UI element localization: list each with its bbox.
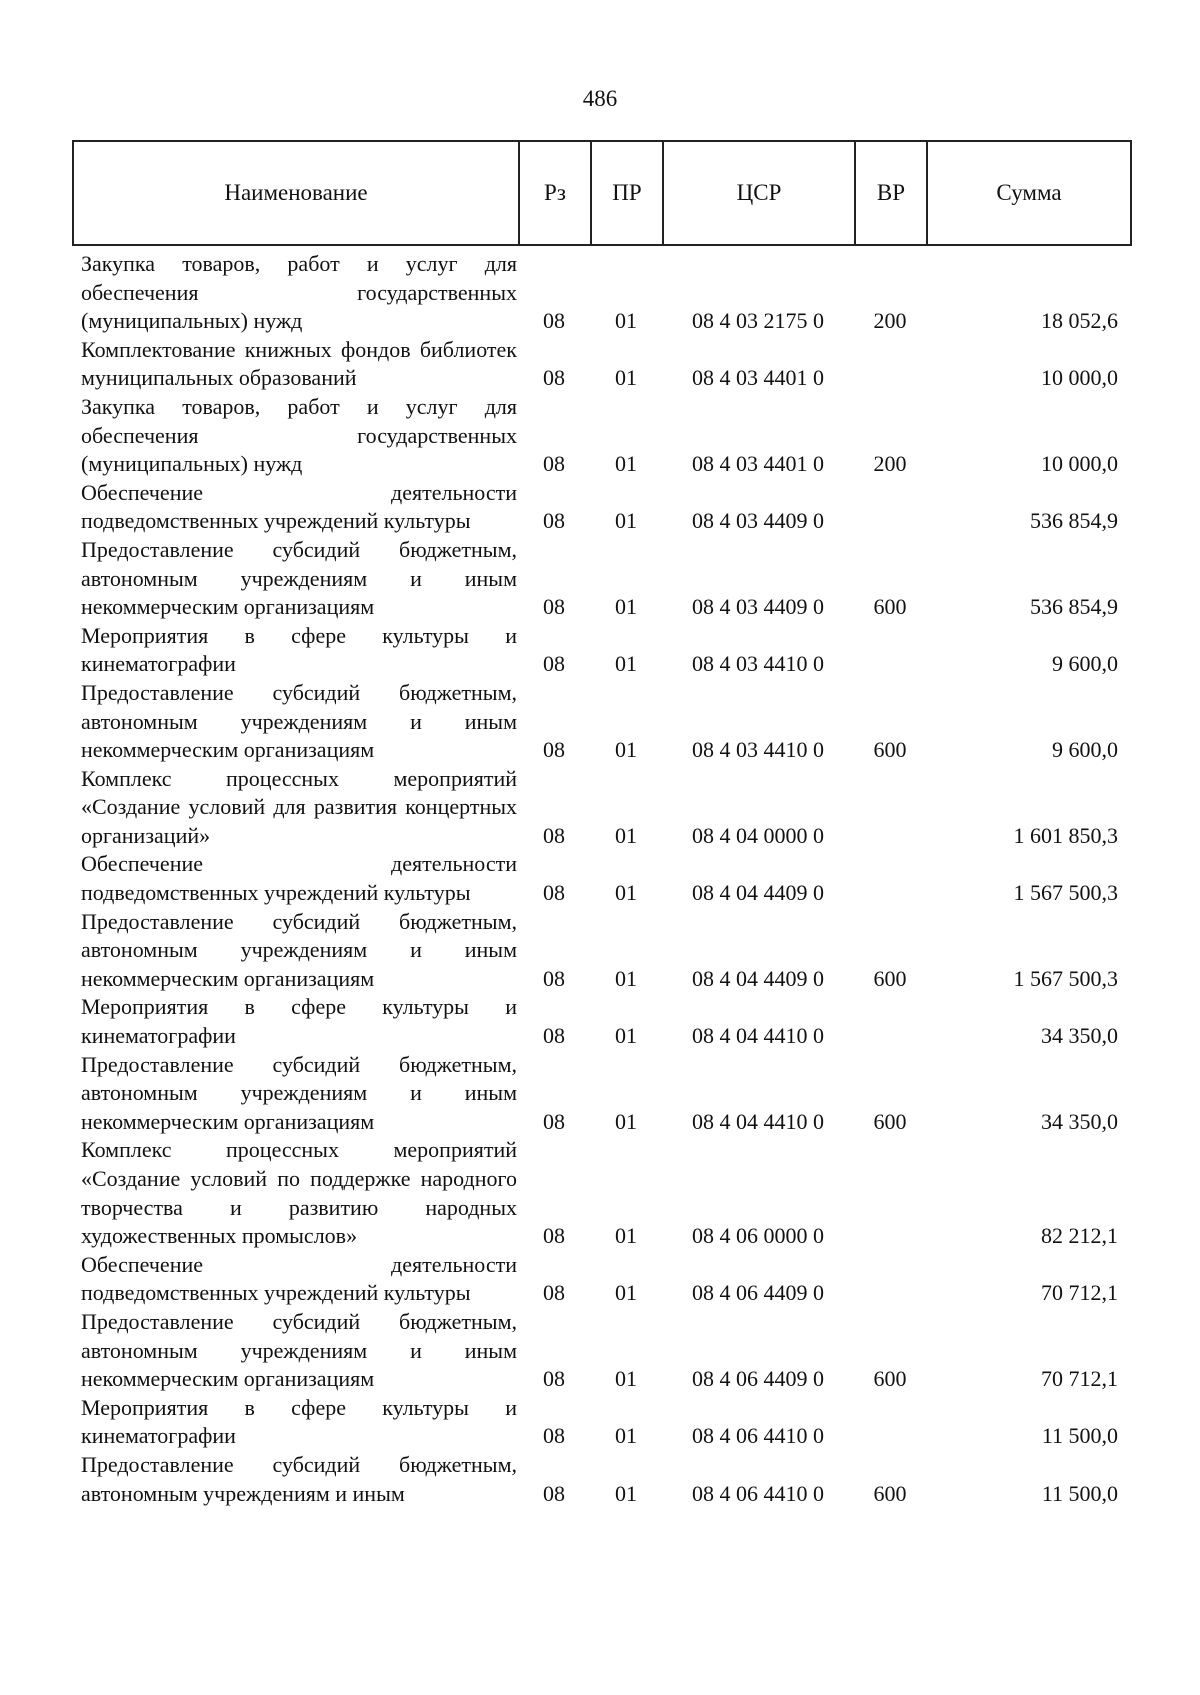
table-row [72, 250, 1132, 336]
row-rz: 08 [543, 1023, 565, 1049]
row-sum: 11 500,0 [1041, 1423, 1118, 1449]
table-row [72, 1451, 1132, 1508]
row-sum: 10 000,0 [1041, 365, 1118, 391]
row-rz: 08 [543, 737, 565, 763]
row-name: Предоставление субсидий бюджетным, автономным учреждениям и иным некоммерческим организациям [81, 679, 517, 763]
row-csr: 08 4 03 4401 0 [692, 365, 824, 391]
table-header [72, 140, 1132, 246]
row-pr: 01 [615, 365, 637, 391]
row-rz: 08 [543, 1366, 565, 1392]
table-row [72, 1394, 1132, 1451]
row-vr: 600 [873, 1480, 907, 1506]
row-rz: 08 [543, 965, 565, 991]
row-rz: 08 [543, 594, 565, 620]
row-sum: 536 854,9 [1030, 594, 1118, 620]
table-row [72, 336, 1132, 393]
row-csr: 08 4 04 4409 0 [692, 880, 824, 906]
row-sum: 34 350,0 [1041, 1023, 1118, 1049]
header-vr: ВР [856, 142, 928, 244]
row-pr: 01 [615, 1223, 637, 1249]
row-sum: 9 600,0 [1052, 651, 1118, 677]
row-sum: 82 212,1 [1041, 1223, 1118, 1249]
row-pr: 01 [615, 1423, 637, 1449]
row-vr: 200 [873, 451, 907, 477]
row-sum: 18 052,6 [1041, 308, 1118, 334]
row-name: Комплектование книжных фондов библиотек муниципальных образований [81, 336, 517, 391]
row-rz: 08 [543, 508, 565, 534]
row-csr: 08 4 04 4409 0 [692, 965, 824, 991]
row-csr: 08 4 03 2175 0 [692, 308, 824, 334]
row-vr: 600 [873, 1366, 907, 1392]
row-sum: 1 601 850,3 [1013, 822, 1118, 848]
row-csr: 08 4 06 4409 0 [692, 1366, 824, 1392]
row-pr: 01 [615, 508, 637, 534]
row-rz: 08 [543, 365, 565, 391]
row-pr: 01 [615, 308, 637, 334]
row-csr: 08 4 03 4409 0 [692, 508, 824, 534]
row-rz: 08 [543, 308, 565, 334]
row-csr: 08 4 06 0000 0 [692, 1223, 824, 1249]
row-rz: 08 [543, 822, 565, 848]
row-sum: 70 712,1 [1041, 1280, 1118, 1306]
row-csr: 08 4 06 4410 0 [692, 1423, 824, 1449]
row-csr: 08 4 04 4410 0 [692, 1023, 824, 1049]
row-csr: 08 4 03 4401 0 [692, 451, 824, 477]
row-pr: 01 [615, 651, 637, 677]
row-name: Обеспечение деятельности подведомственных учреждений культуры [81, 1251, 517, 1306]
header-rz: Рз [520, 142, 592, 244]
row-rz: 08 [543, 1108, 565, 1134]
header-name: Наименование [74, 142, 520, 244]
table-row [72, 679, 1132, 765]
row-rz: 08 [543, 1223, 565, 1249]
row-pr: 01 [615, 965, 637, 991]
row-csr: 08 4 04 4410 0 [692, 1108, 824, 1134]
row-pr: 01 [615, 822, 637, 848]
row-name: Обеспечение деятельности подведомственных учреждений культуры [81, 479, 517, 534]
row-name: Комплекс процессных мероприятий «Создание условий для развития концертных организаций» [81, 765, 517, 848]
row-csr: 08 4 03 4410 0 [692, 737, 824, 763]
table-row [72, 536, 1132, 622]
row-name: Мероприятия в сфере культуры и кинематографии [81, 622, 517, 677]
row-name: Обеспечение деятельности подведомственных учреждений культуры [81, 851, 517, 906]
row-rz: 08 [543, 1480, 565, 1506]
page-number: 486 [582, 86, 618, 111]
row-rz: 08 [543, 451, 565, 477]
row-sum: 70 712,1 [1041, 1366, 1118, 1392]
row-vr: 600 [873, 1108, 907, 1134]
table-body [72, 250, 1132, 1508]
row-sum: 536 854,9 [1030, 508, 1118, 534]
row-name: Предоставление субсидий бюджетным, автономным учреждениям и иным некоммерческим организациям [81, 908, 517, 991]
table-row [72, 479, 1132, 536]
row-name: Предоставление субсидий бюджетным, автономным учреждениям и иным некоммерческим организациям [81, 536, 517, 620]
table-row [72, 393, 1132, 479]
row-csr: 08 4 03 4410 0 [692, 651, 824, 677]
row-sum: 10 000,0 [1041, 451, 1118, 477]
row-pr: 01 [615, 1108, 637, 1134]
row-name: Комплекс процессных мероприятий «Создание условий по поддержке народного творчества и развитию народных художественных промыслов» [81, 1137, 517, 1249]
row-sum: 9 600,0 [1052, 737, 1118, 763]
row-name: Закупка товаров, работ и услуг для обеспечения государственных (муниципальных) нужд [81, 393, 517, 477]
row-sum: 34 350,0 [1041, 1108, 1118, 1134]
row-pr: 01 [615, 737, 637, 763]
row-sum: 1 567 500,3 [1013, 965, 1118, 991]
row-sum: 11 500,0 [1041, 1480, 1118, 1506]
table-row [72, 1051, 1132, 1137]
row-vr: 200 [873, 308, 907, 334]
row-name: Предоставление субсидий бюджетным, автономным учреждениям и иным некоммерческим организациям [81, 1308, 517, 1392]
table-row [72, 622, 1132, 679]
row-rz: 08 [543, 880, 565, 906]
row-vr: 600 [873, 737, 907, 763]
row-rz: 08 [543, 1280, 565, 1306]
table-row [72, 993, 1132, 1050]
row-name: Предоставление субсидий бюджетным, автономным учреждениям и иным [81, 1451, 517, 1506]
row-name: Мероприятия в сфере культуры и кинематографии [81, 1394, 517, 1449]
table-row [72, 850, 1132, 907]
row-csr: 08 4 03 4409 0 [692, 594, 824, 620]
row-rz: 08 [543, 1423, 565, 1449]
header-csr: ЦСР [664, 142, 856, 244]
table-row [72, 1308, 1132, 1394]
row-csr: 08 4 06 4410 0 [692, 1480, 824, 1506]
row-pr: 01 [615, 880, 637, 906]
row-pr: 01 [615, 451, 637, 477]
row-vr: 600 [873, 965, 907, 991]
row-pr: 01 [615, 1280, 637, 1306]
header-pr: ПР [592, 142, 664, 244]
row-csr: 08 4 04 0000 0 [692, 822, 824, 848]
header-sum: Сумма [996, 180, 1062, 205]
row-name: Мероприятия в сфере культуры и кинематографии [81, 994, 517, 1049]
table-row [72, 765, 1132, 851]
table-row [72, 1251, 1132, 1308]
row-name: Предоставление субсидий бюджетным, автономным учреждениям и иным некоммерческим организациям [81, 1051, 517, 1134]
table-row [72, 908, 1132, 994]
row-rz: 08 [543, 651, 565, 677]
table-row [72, 1136, 1132, 1250]
row-csr: 08 4 06 4409 0 [692, 1280, 824, 1306]
row-pr: 01 [615, 1480, 637, 1506]
row-name: Закупка товаров, работ и услуг для обеспечения государственных (муниципальных) нужд [81, 251, 517, 334]
row-vr: 600 [873, 594, 907, 620]
row-pr: 01 [615, 594, 637, 620]
row-pr: 01 [615, 1023, 637, 1049]
row-sum: 1 567 500,3 [1013, 880, 1118, 906]
row-pr: 01 [615, 1366, 637, 1392]
